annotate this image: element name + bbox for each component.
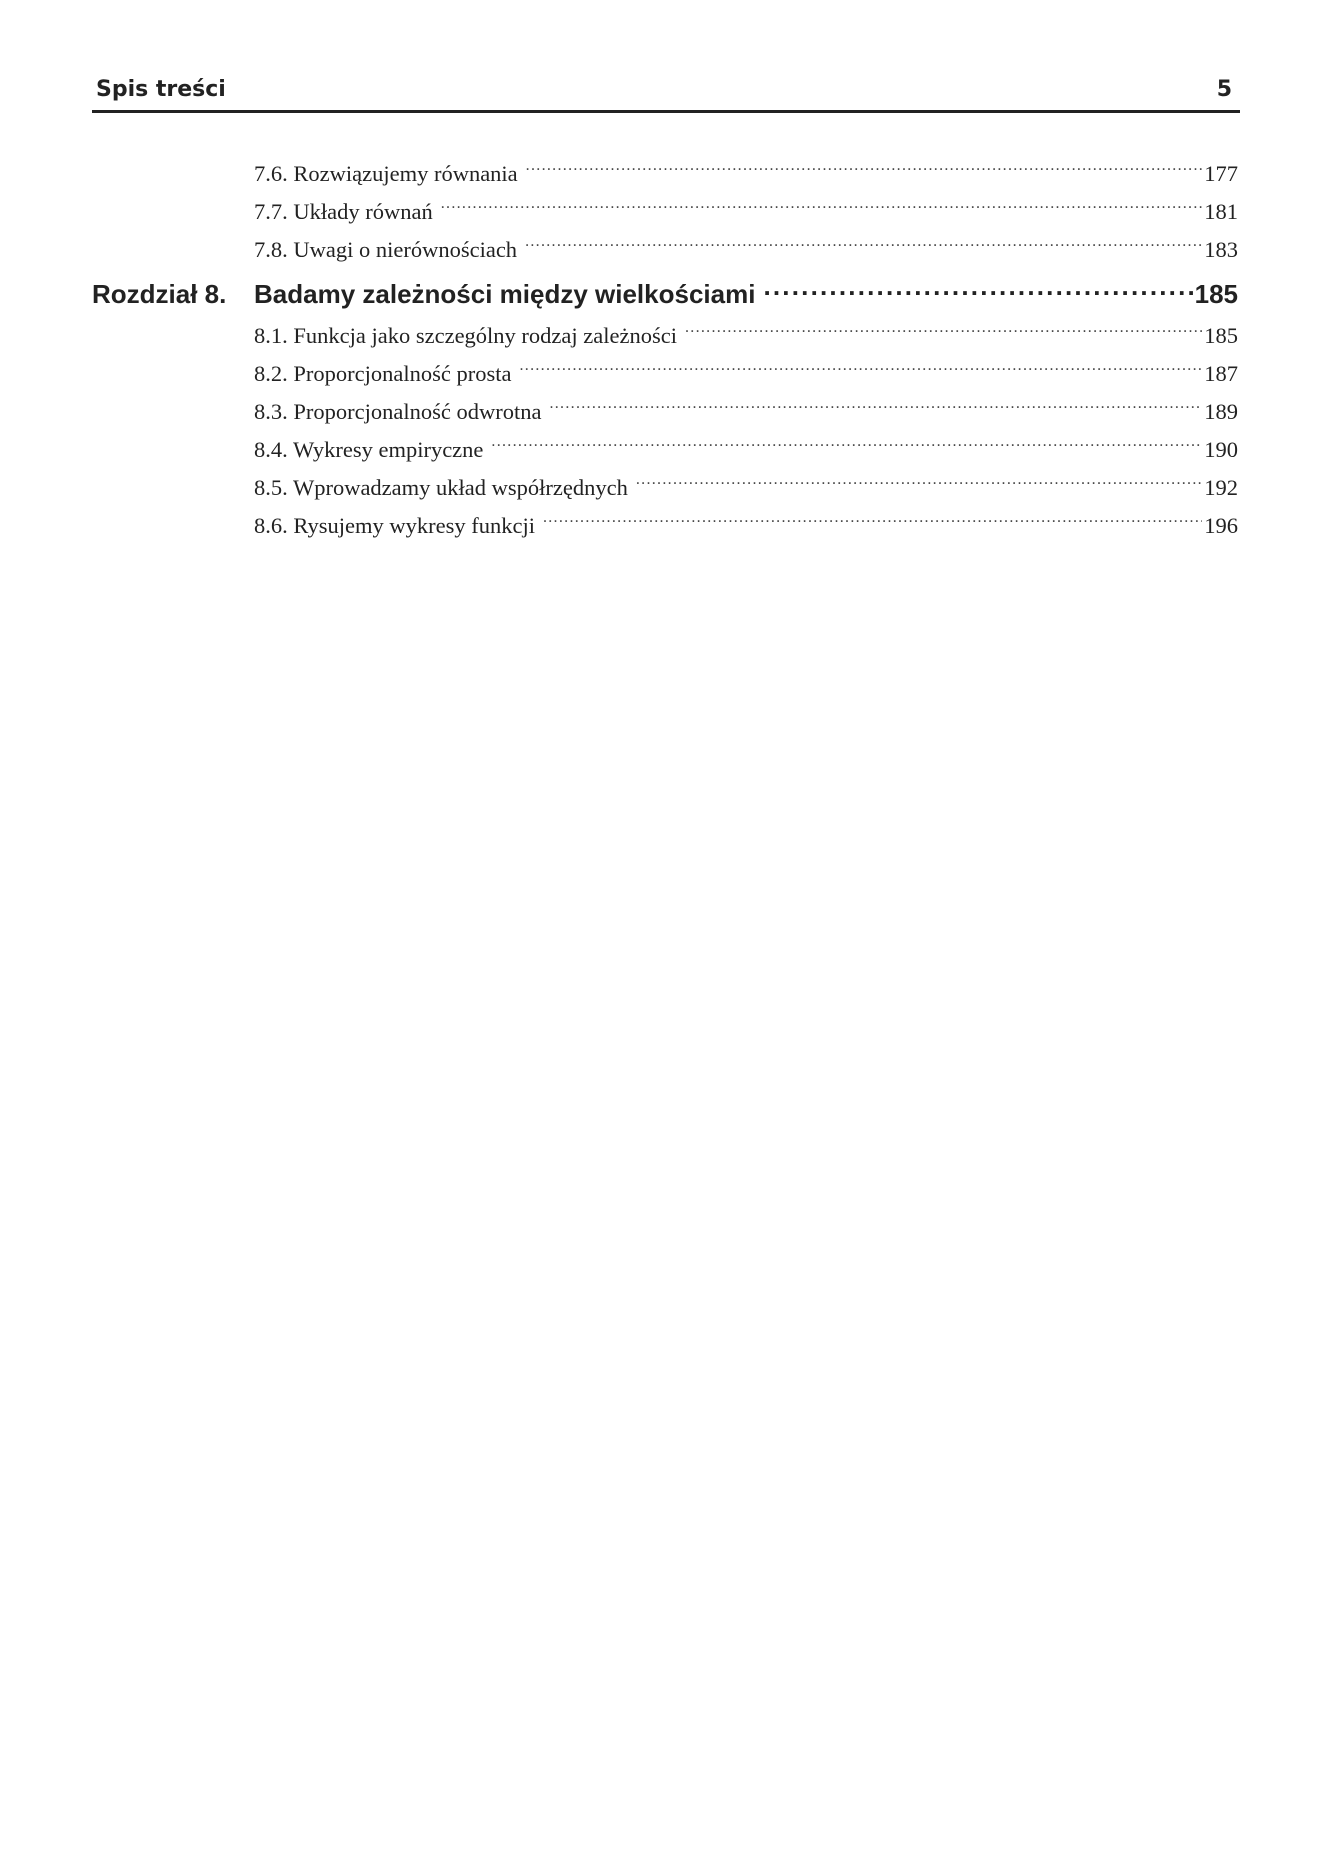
dot-leader xyxy=(543,511,1202,534)
toc-entry-page: 192 xyxy=(1204,475,1238,500)
toc-entry-page: 196 xyxy=(1204,513,1238,538)
dot-leader xyxy=(549,397,1202,420)
running-head-title: Spis treści xyxy=(96,77,226,102)
toc-entry-page: 189 xyxy=(1204,399,1238,424)
toc-entry-page: 187 xyxy=(1204,361,1238,386)
toc-entry-8-5[interactable] xyxy=(92,469,1238,507)
toc-entry-page: 183 xyxy=(1204,237,1238,262)
toc-entry-label: 8.1. Funkcja jako szczególny rodzaj zależności xyxy=(254,323,677,348)
toc-entry-label: 8.5. Wprowadzamy układ współrzędnych xyxy=(254,475,628,500)
dot-leader xyxy=(519,359,1202,382)
header-rule xyxy=(92,110,1240,113)
dot-leader xyxy=(763,277,1192,303)
toc-entry-8-3[interactable] xyxy=(92,393,1238,431)
chapter-page: 185 xyxy=(1194,279,1238,309)
running-head xyxy=(92,72,1240,106)
dot-leader xyxy=(491,435,1202,458)
table-of-contents xyxy=(92,155,1238,545)
toc-entry-label: 8.4. Wykresy empiryczne xyxy=(254,437,484,462)
toc-entry-page: 177 xyxy=(1204,161,1238,186)
toc-chapter-8[interactable] xyxy=(92,271,1238,317)
toc-entry-8-6[interactable] xyxy=(92,507,1238,545)
chapter-title: Badamy zależności między wielkościami xyxy=(254,279,756,309)
running-head-page-number: 5 xyxy=(1216,77,1232,102)
toc-entry-page: 181 xyxy=(1204,199,1238,224)
toc-entry-label: 8.6. Rysujemy wykresy funkcji xyxy=(254,513,535,538)
toc-entry-page: 190 xyxy=(1204,437,1238,462)
dot-leader xyxy=(526,159,1203,182)
chapter-number: Rozdział 8. xyxy=(92,279,227,309)
toc-entry-label: 7.6. Rozwiązujemy równania xyxy=(254,161,518,186)
toc-entry-page: 185 xyxy=(1204,323,1238,348)
toc-entry-7-8[interactable] xyxy=(92,231,1238,269)
toc-entry-label: 8.2. Proporcjonalność prosta xyxy=(254,361,512,386)
dot-leader xyxy=(525,235,1202,258)
toc-entry-label: 7.8. Uwagi o nierównościach xyxy=(254,237,518,262)
dot-leader xyxy=(685,321,1202,344)
toc-entry-label: 8.3. Proporcjonalność odwrotna xyxy=(254,399,542,424)
toc-entry-label: 7.7. Układy równań xyxy=(254,199,433,224)
dot-leader xyxy=(636,473,1202,496)
toc-entry-7-6[interactable] xyxy=(92,155,1238,193)
toc-entry-8-4[interactable] xyxy=(92,431,1238,469)
dot-leader xyxy=(441,197,1203,220)
toc-entry-8-1[interactable] xyxy=(92,317,1238,355)
toc-entry-8-2[interactable] xyxy=(92,355,1238,393)
toc-entry-7-7[interactable] xyxy=(92,193,1238,231)
